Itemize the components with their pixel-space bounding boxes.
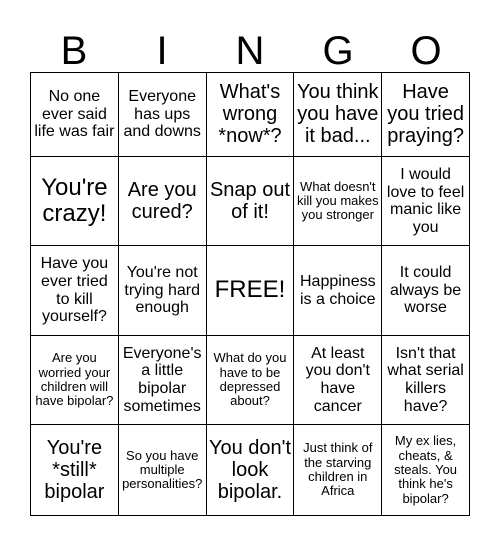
bingo-cell[interactable]: [382, 425, 470, 516]
cell-text: No one ever said life was fair: [34, 88, 115, 141]
bingo-cell[interactable]: [31, 73, 119, 157]
bingo-board: [30, 72, 470, 516]
board-row: [31, 246, 470, 335]
header-letter-o: O: [410, 29, 442, 73]
bingo-cell[interactable]: [118, 335, 206, 424]
cell-text: My ex lies, cheats, & steals. You think he's bipolar?: [394, 433, 458, 506]
bingo-cell[interactable]: [31, 425, 119, 516]
cell-text: You don't look bipolar.: [208, 437, 292, 504]
bingo-cell[interactable]: [294, 425, 382, 516]
bingo-cell[interactable]: [118, 73, 206, 157]
bingo-cell[interactable]: [31, 156, 119, 245]
cell-text: You're crazy!: [41, 173, 108, 228]
bingo-cell[interactable]: [294, 335, 382, 424]
cell-text: You're not trying hard enough: [124, 264, 200, 317]
bingo-cell[interactable]: [382, 156, 470, 245]
bingo-cell[interactable]: [294, 156, 382, 245]
cell-text: You think you have it bad...: [297, 81, 379, 148]
bingo-cell[interactable]: [118, 425, 206, 516]
bingo-cell[interactable]: [206, 425, 294, 516]
header-letter-g: G: [322, 29, 354, 73]
cell-text: Isn't that what serial killers have?: [387, 344, 464, 415]
cell-text: I would love to feel manic like you: [386, 165, 465, 236]
bingo-cell[interactable]: [382, 246, 470, 335]
board-row: [31, 425, 470, 516]
board-row: [31, 335, 470, 424]
cell-text: What's wrong *now*?: [218, 81, 282, 148]
cell-text: Just think of the starving children in Africa: [303, 440, 373, 499]
bingo-cell[interactable]: [31, 335, 119, 424]
bingo-cell[interactable]: [206, 73, 294, 157]
cell-text: At least you don't have cancer: [305, 344, 370, 415]
cell-text: FREE!: [214, 276, 286, 304]
bingo-cell[interactable]: [118, 246, 206, 335]
bingo-cell[interactable]: [206, 156, 294, 245]
header-letter-n: N: [235, 29, 265, 73]
bingo-cell[interactable]: [294, 73, 382, 157]
cell-text: What do you have to be depressed about?: [213, 350, 287, 409]
bingo-header: [30, 30, 470, 72]
bingo-cell[interactable]: [206, 335, 294, 424]
cell-text: Everyone's a little bipolar sometimes: [122, 344, 202, 415]
cell-text: Have you ever tried to kill yourself?: [40, 255, 109, 326]
bingo-cell[interactable]: [294, 246, 382, 335]
header-letter-i: I: [156, 29, 168, 73]
bingo-cell[interactable]: [118, 156, 206, 245]
free-space-cell[interactable]: [206, 246, 294, 335]
cell-text: Everyone has ups and downs: [123, 88, 201, 141]
bingo-cell[interactable]: [31, 246, 119, 335]
board-row: [31, 156, 470, 245]
cell-text: Happiness is a choice: [299, 272, 376, 308]
cell-text: It could always be worse: [390, 264, 462, 317]
cell-text: Snap out of it!: [209, 179, 291, 224]
board-row: [31, 73, 470, 157]
bingo-cell[interactable]: [382, 73, 470, 157]
cell-text: Are you cured?: [127, 179, 197, 224]
cell-text: You're *still* bipolar: [44, 437, 105, 504]
header-letter-b: B: [60, 29, 88, 73]
cell-text: What doesn't kill you makes you stronger: [296, 178, 379, 223]
cell-text: So you have multiple personalities?: [122, 447, 203, 492]
cell-text: Have you tried praying?: [387, 81, 464, 148]
bingo-cell[interactable]: [382, 335, 470, 424]
cell-text: Are you worried your children will have bipolar?: [35, 350, 114, 409]
